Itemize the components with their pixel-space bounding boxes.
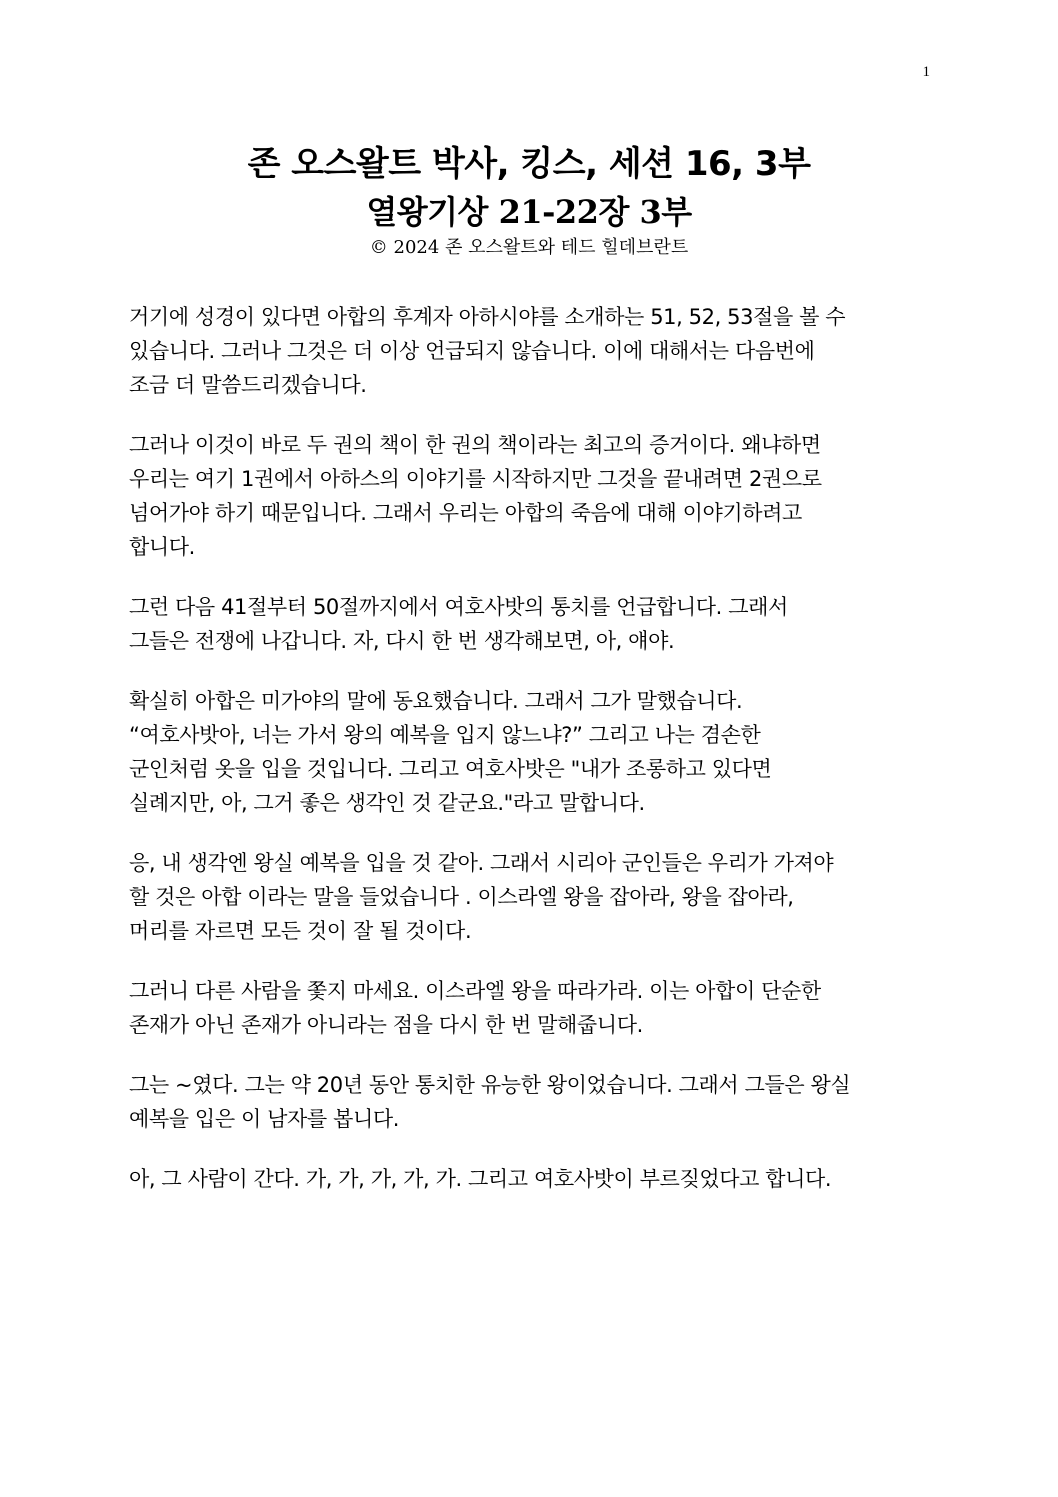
paragraph: 그는 ~였다. 그는 약 20년 동안 통치한 유능한 왕이었습니다. 그래서 그들은 왕실 예복을 입은 이 남자를 봅니다. (129, 1073, 851, 1131)
paragraph: 응, 내 생각엔 왕실 예복을 입을 것 같아. 그래서 시리아 군인들은 우리가 가져야 할 것은 아합 이라는 말을 들었습니다 . 이스라엘 왕을 잡아라, 왕을 잡아라, 머리를 자르면 모든 것이 잘 될 것이다. (129, 851, 834, 943)
document-title: 존 오스왈트 박사, 킹스, 세션 16, 3부 (247, 144, 811, 184)
document-body (129, 300, 929, 1222)
document-header (0, 140, 1058, 262)
paragraph: 그러니 다른 사람을 쫓지 마세요. 이스라엘 왕을 따라가라. 이는 아합이 단순한 존재가 아닌 존재가 아니라는 점을 다시 한 번 말해줍니다. (129, 979, 821, 1037)
copyright-line: © 2024 존 오스왈트와 테드 힐데브란트 (369, 237, 689, 258)
page-number: 1 (922, 64, 930, 80)
paragraph: 그러나 이것이 바로 두 권의 책이 한 권의 책이라는 최고의 증거이다. 왜냐하면 우리는 여기 1권에서 아하스의 이야기를 시작하지만 그것을 끝내려면 2권으로 넘어가야 하기 때문입니다. 그래서 우리는 아합의 죽음에 대해 이야기하려고 합니다. (129, 433, 822, 559)
document-subtitle: 열왕기상 21-22장 3부 (366, 193, 692, 231)
paragraph: 거기에 성경이 있다면 아합의 후계자 아하시야를 소개하는 51, 52, 53절을 볼 수 있습니다. 그러나 그것은 더 이상 언급되지 않습니다. 이에 대해서는 다음번에 조금 더 말씀드리겠습니다. (129, 305, 846, 397)
paragraph: 그런 다음 41절부터 50절까지에서 여호사밧의 통치를 언급합니다. 그래서 그들은 전쟁에 나갑니다. 자, 다시 한 번 생각해보면, 아, 얘야. (129, 595, 788, 653)
paragraph: 아, 그 사람이 간다. 가, 가, 가, 가, 가. 그리고 여호사밧이 부르짖었다고 합니다. (129, 1167, 832, 1191)
paragraph: 확실히 아합은 미가야의 말에 동요했습니다. 그래서 그가 말했습니다. “여호사밧아, 너는 가서 왕의 예복을 입지 않느냐?” 그리고 나는 겸손한 군인처럼 옷을 입을 것입니다. 그리고 여호사밧은 "내가 조롱하고 있다면 실례지만, 아, 그거 좋은 생각인 것 같군요."라고 말합니다. (129, 689, 772, 815)
